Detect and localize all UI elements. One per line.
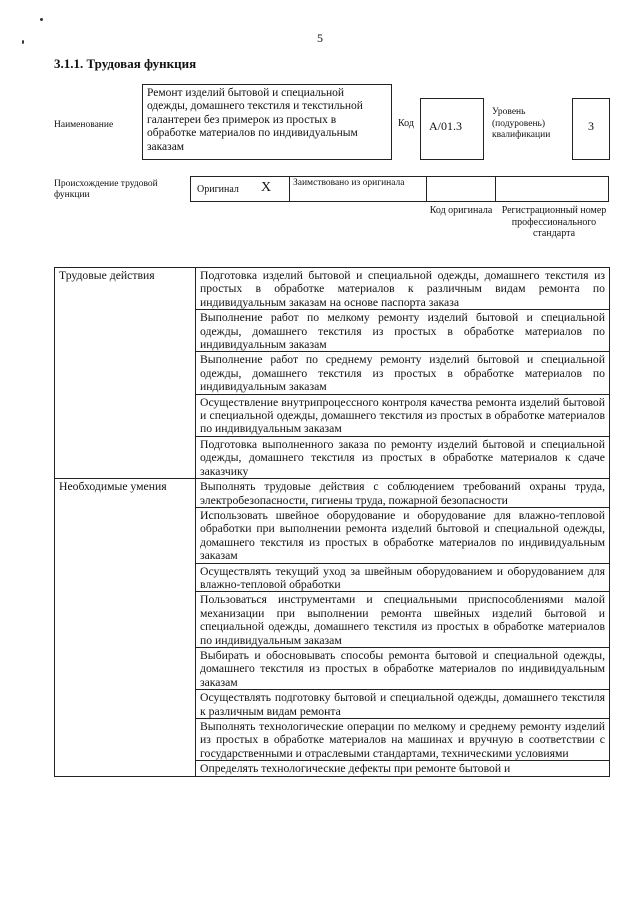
table-cell: Выполнять технологические операции по мелкому и среднему ремонту изделий из простых в обработке материалов на машинах и вручную в соответствии с государственными и отраслевыми стандартами, техническими условиями xyxy=(196,719,610,761)
section-title-cell: Трудовые действия xyxy=(55,268,196,479)
origin-label: Происхождение трудовой функции xyxy=(54,179,158,200)
table-cell: Подготовка изделий бытовой и специальной одежды, домашнего текстиля из простых в обработке материалов к различным видам ремонта по индивидуальным заказам на основе паспорта заказа xyxy=(196,268,610,310)
level-label: Уровень (подуровень) квалификации xyxy=(492,107,551,140)
table-row xyxy=(55,268,610,310)
table-cell: Выбирать и обосновывать способы ремонта бытовой и специальной одежды, домашнего текстиля из простых в обработке материалов по индивидуальным заказам xyxy=(196,647,610,689)
table-cell: Осуществлять текущий уход за швейным оборудованием и оборудованием для влажно-тепловой обработки xyxy=(196,563,610,592)
original-label: Оригинал xyxy=(197,184,239,195)
original-cell xyxy=(190,176,290,202)
page-number: 5 xyxy=(317,31,323,45)
borrowed-label: Заимствовано из оригинала xyxy=(289,176,427,202)
table-cell: Подготовка выполненного заказа по ремонту изделий бытовой и специальной одежды, домашнего текстиля из простых в обработке материалов к сдаче заказчику xyxy=(196,436,610,478)
name-label: Наименование xyxy=(54,120,114,130)
table-cell: Осуществлять подготовку бытовой и специальной одежды, домашнего текстиля к различным видам ремонта xyxy=(196,690,610,719)
section-title-cell: Необходимые умения xyxy=(55,479,196,777)
table-cell: Пользоваться инструментами и специальными приспособлениями малой механизации при выполнении ремонта швейных изделий бытовой и специальной одежды, домашнего текстиля из простых в обработке материалов по индивидуальным заказам xyxy=(196,592,610,648)
function-table xyxy=(54,267,610,777)
table-cell: Использовать швейное оборудование и оборудование для влажно-тепловой обработки при выполнении ремонта изделий бытовой и специальной одежды, домашнего текстиля из простых в обработке материалов по индивидуальным заказам xyxy=(196,507,610,563)
reg-number-label: Регистрационный номер профессионального стандарта xyxy=(501,205,607,239)
code-value: A/01.3 xyxy=(420,98,484,160)
table-cell: Определять технологические дефекты при ремонте бытовой и xyxy=(196,761,610,776)
table-cell: Осуществление внутрипроцессного контроля качества ремонта изделий бытовой и специальной одежды, домашнего текстиля из простых в обработке материалов по индивидуальным заказам xyxy=(196,394,610,436)
code-label: Код xyxy=(398,118,414,129)
table-row xyxy=(55,479,610,508)
section-title: 3.1.1. Трудовая функция xyxy=(54,56,197,71)
scan-speck xyxy=(40,18,43,21)
table-cell: Выполнение работ по среднему ремонту изделий бытовой и специальной одежды, домашнего текстиля из простых в обработке материалов по индивидуальным заказам xyxy=(196,352,610,394)
table-cell: Выполнение работ по мелкому ремонту изделий бытовой и специальной одежды, домашнего текстиля из простых в обработке материалов по индивидуальным заказам xyxy=(196,310,610,352)
level-value: 3 xyxy=(572,98,610,160)
reg-number-cell xyxy=(495,176,609,202)
table-cell: Выполнять трудовые действия с соблюдением требований охраны труда, электробезопасности, гигиены труда, пожарной безопасности xyxy=(196,479,610,508)
code-original-label: Код оригинала xyxy=(429,205,493,216)
original-mark: X xyxy=(261,180,272,195)
code-original-cell xyxy=(426,176,496,202)
name-value: Ремонт изделий бытовой и специальной одежды, домашнего текстиля и текстильной галантереи без примерок из простых в обработке материалов по индивидуальным заказам xyxy=(142,84,392,160)
